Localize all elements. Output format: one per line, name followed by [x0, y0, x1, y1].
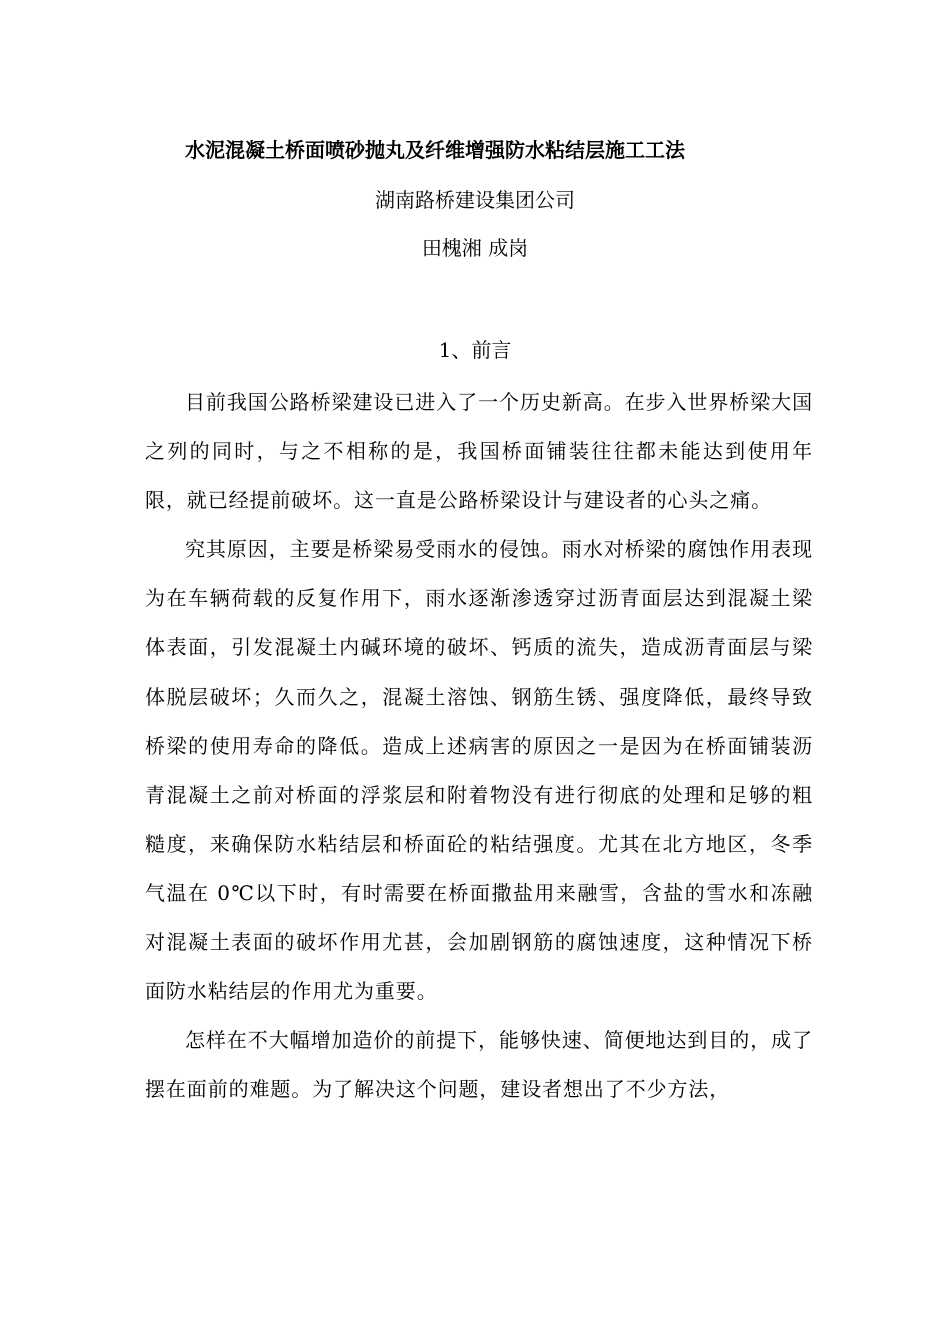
paragraph: 究其原因，主要是桥梁易受雨水的侵蚀。雨水对桥梁的腐蚀作用表现为在车辆荷载的反复作用下，雨水逐渐渗透穿过沥青面层达到混凝土梁体表面，引发混凝土内碱环境的破坏、钙质的流失，造成沥青面层与梁体脱层破坏；久而久之，混凝土溶蚀、钢筋生锈、强度降低，最终导致桥梁的使用寿命的降低。造成上述病害的原因之一是因为在桥面铺装沥青混凝土之前对桥面的浮浆层和附着物没有进行彻底的处理和足够的粗糙度，来确保防水粘结层和桥面砼的粘结强度。尤其在北方地区，冬季气温在 0℃以下时，有时需要在桥面撒盐用来融雪，含盐的雪水和冻融对混凝土表面的破坏作用尤甚，会加剧钢筋的腐蚀速度，这种情况下桥面防水粘结层的作用尤为重要。	[145, 537, 813, 1004]
organization-name: 湖南路桥建设集团公司	[375, 188, 575, 212]
section-heading: 1、前言	[438, 338, 512, 362]
document-title: 水泥混凝土桥面喷砂抛丸及纤维增强防水粘结层施工工法	[185, 138, 685, 162]
author-names: 田槐湘 成岗	[421, 236, 529, 260]
paragraph: 怎样在不大幅增加造价的前提下，能够快速、简便地达到目的，成了摆在面前的难题。为了解决这个问题，建设者想出了不少方法，	[145, 1028, 813, 1102]
paragraph: 目前我国公路桥梁建设已进入了一个历史新高。在步入世界桥梁大国之列的同时，与之不相称的是，我国桥面铺装往往都未能达到使用年限，就已经提前破坏。这一直是公路桥梁设计与建设者的心头之痛。	[145, 390, 813, 513]
body-text	[145, 378, 813, 1114]
